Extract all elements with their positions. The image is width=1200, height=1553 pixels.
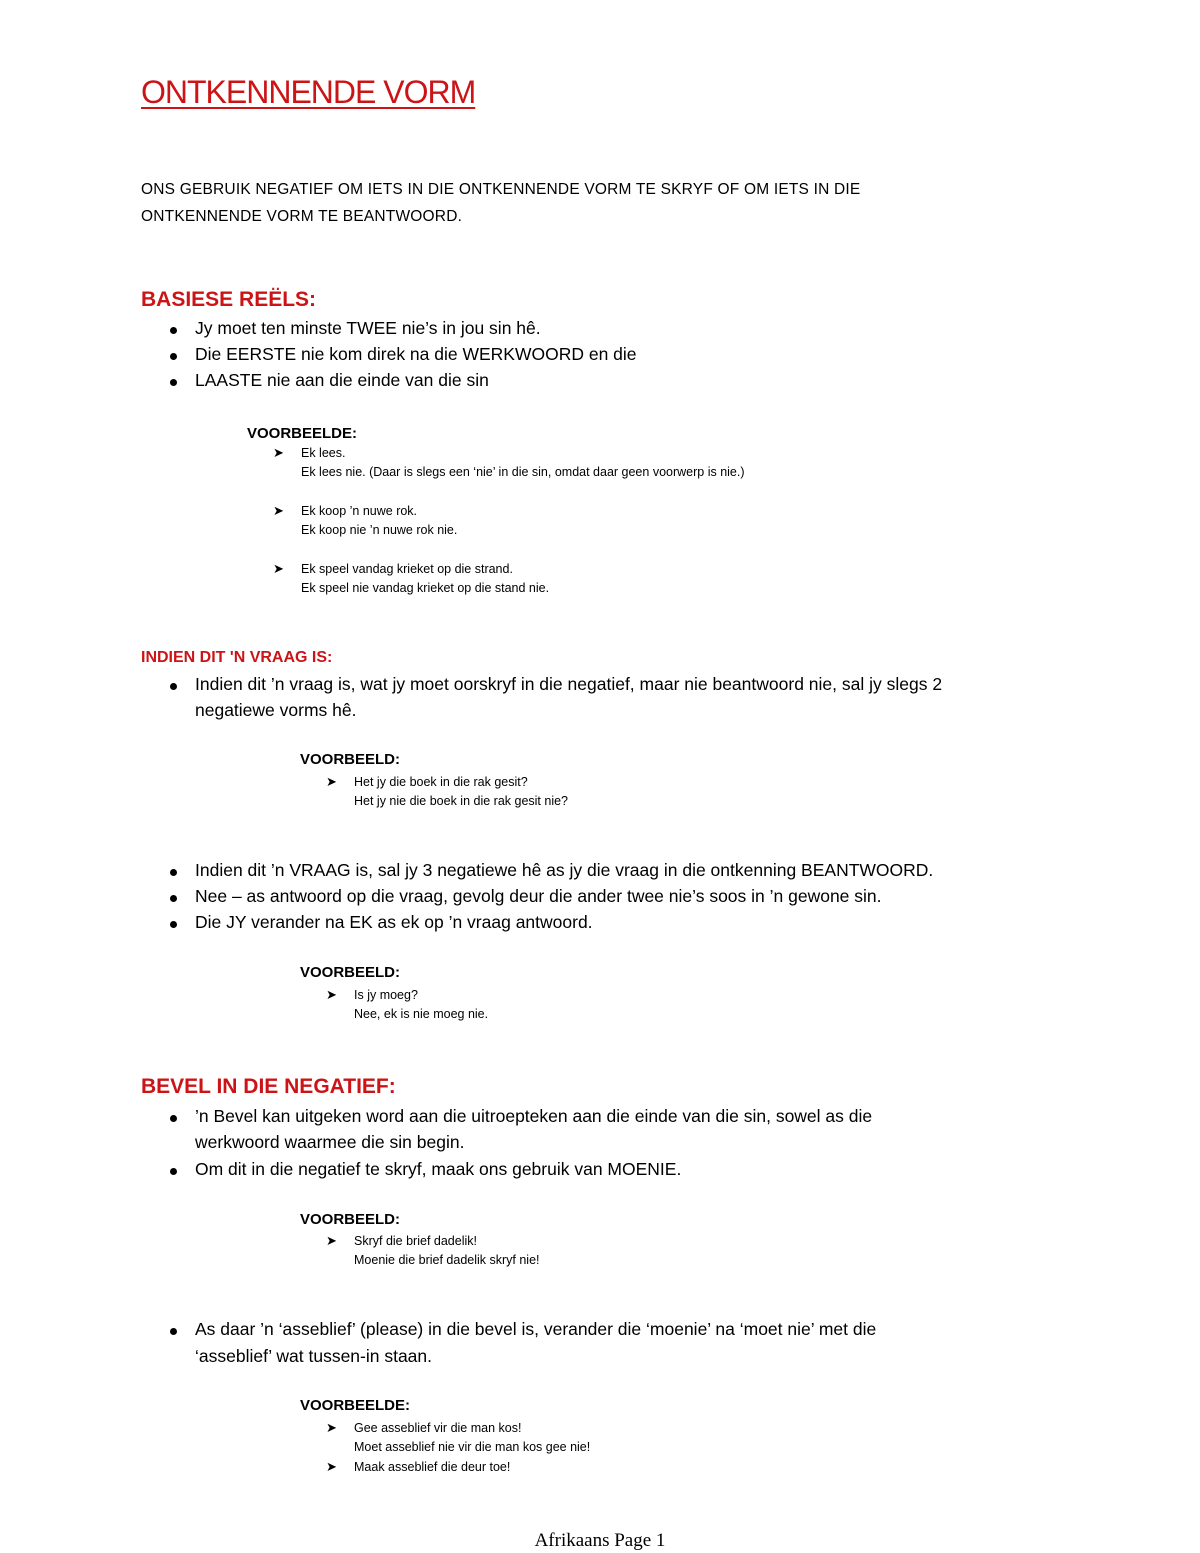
list-item: Indien dit ’n VRAAG is, sal jy 3 negatiewe hê as jy die vraag in die ontkenning BEANTWOORD.	[195, 860, 934, 880]
list-item: Om dit in die negatief te skryf, maak ons gebruik van MOENIE.	[195, 1159, 682, 1179]
example-line: Nee, ek is nie moeg nie.	[354, 1007, 489, 1021]
example-line: Moenie die brief dadelik skryf nie!	[354, 1253, 540, 1267]
heading-basiese-reels: BASIESE REËLS:	[141, 288, 317, 311]
example-line: Maak asseblief die deur toe!	[354, 1460, 511, 1474]
example-line: Ek lees nie. (Daar is slegs een ‘nie’ in die sin, omdat daar geen voorwerp is nie.)	[301, 465, 745, 479]
page-title: ONTKENNENDE VORM	[141, 74, 476, 110]
example-line: Ek lees.	[301, 446, 346, 460]
arrowhead-bullet-icon: ➤	[273, 503, 284, 518]
heading-bevel-negatief: BEVEL IN DIE NEGATIEF:	[141, 1075, 396, 1098]
list-item: LAASTE nie aan die einde van die sin	[195, 370, 489, 390]
list-item-continuation: ‘asseblief’ wat tussen-in staan.	[195, 1346, 433, 1366]
intro-line-1: ONS GEBRUIK NEGATIEF OM IETS IN DIE ONTKENNENDE VORM TE SKRYF OF OM IETS IN DIE	[141, 181, 861, 198]
example-line: Moet asseblief nie vir die man kos gee nie!	[354, 1440, 591, 1454]
arrowhead-bullet-icon: ➤	[326, 1233, 337, 1248]
list-item: Indien dit ’n vraag is, wat jy moet oorskryf in die negatief, maar nie beantwoord nie, sal jy slegs 2	[195, 674, 943, 694]
heading-indien-vraag: INDIEN DIT 'N VRAAG IS:	[141, 649, 333, 666]
list-item: Die EERSTE nie kom direk na die WERKWOORD en die	[195, 344, 637, 364]
list-item: Jy moet ten minste TWEE nie’s in jou sin hê.	[195, 318, 541, 338]
example-line: Ek koop nie ’n nuwe rok nie.	[301, 523, 458, 537]
list-item: Nee – as antwoord op die vraag, gevolg deur die ander twee nie’s soos in ’n gewone sin.	[195, 886, 882, 906]
list-item: As daar ’n ‘asseblief’ (please) in die bevel is, verander die ‘moenie’ na ‘moet nie’ met die	[195, 1319, 877, 1339]
example-label: VOORBEELD:	[300, 964, 401, 981]
example-label: VOORBEELDE:	[300, 1397, 411, 1414]
arrowhead-bullet-icon: ➤	[273, 445, 284, 460]
example-line: Is jy moeg?	[354, 988, 418, 1002]
example-line: Het jy die boek in die rak gesit?	[354, 775, 528, 789]
example-line: Gee asseblief vir die man kos!	[354, 1421, 522, 1435]
example-line: Het jy nie die boek in die rak gesit nie?	[354, 794, 569, 808]
example-line: Ek koop ’n nuwe rok.	[301, 504, 418, 518]
page-footer: Afrikaans Page 1	[534, 1530, 666, 1551]
list-item-continuation: negatiewe vorms hê.	[195, 700, 357, 720]
intro-line-2: ONTKENNENDE VORM TE BEANTWOORD.	[141, 208, 463, 225]
arrowhead-bullet-icon: ➤	[326, 1459, 337, 1474]
arrowhead-bullet-icon: ➤	[326, 1420, 337, 1435]
example-line: Ek speel vandag krieket op die strand.	[301, 562, 513, 576]
example-label: VOORBEELDE:	[247, 425, 358, 442]
arrowhead-bullet-icon: ➤	[326, 987, 337, 1002]
example-label: VOORBEELD:	[300, 1211, 401, 1228]
example-label: VOORBEELD:	[300, 751, 401, 768]
example-line: Ek speel nie vandag krieket op die stand nie.	[301, 581, 550, 595]
list-item-continuation: werkwoord waarmee die sin begin.	[195, 1132, 465, 1152]
arrowhead-bullet-icon: ➤	[273, 561, 284, 576]
example-line: Skryf die brief dadelik!	[354, 1234, 477, 1248]
arrowhead-bullet-icon: ➤	[326, 774, 337, 789]
list-item: Die JY verander na EK as ek op ’n vraag antwoord.	[195, 912, 593, 932]
list-item: ’n Bevel kan uitgeken word aan die uitroepteken aan die einde van die sin, sowel as die	[195, 1106, 873, 1126]
